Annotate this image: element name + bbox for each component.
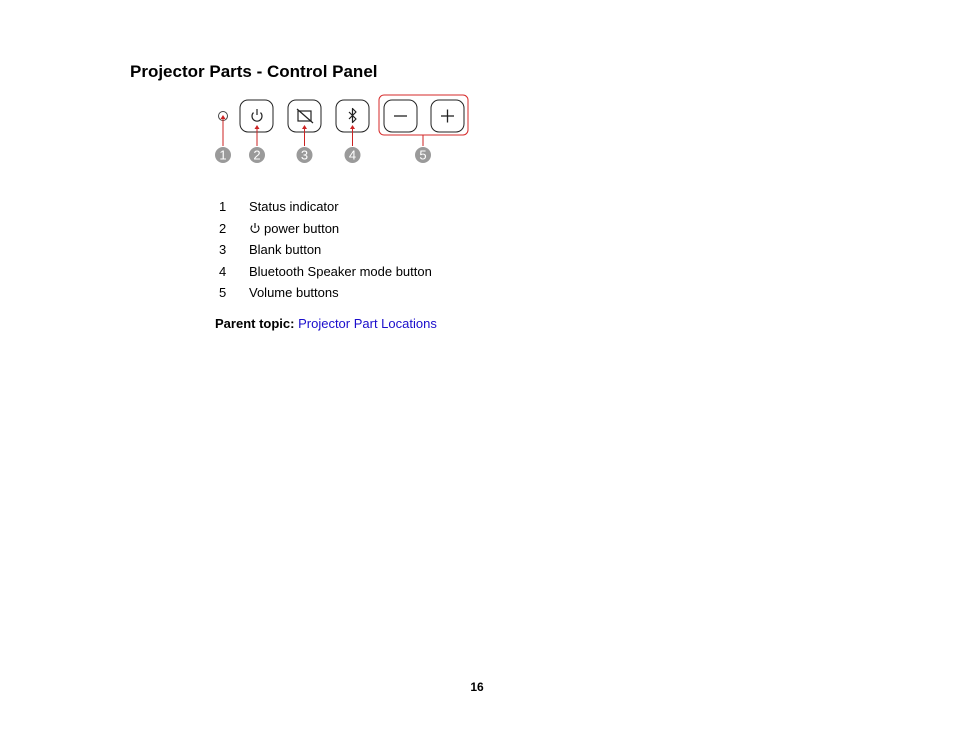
page-title: Projector Parts - Control Panel [130, 62, 378, 81]
parent-topic-label: Parent topic: [215, 316, 295, 331]
volume-up-button-graphic [431, 100, 464, 132]
svg-text:3: 3 [300, 147, 309, 163]
control-panel-diagram [0, 0, 954, 180]
svg-text:4: 4 [348, 147, 357, 163]
legend-number: 4 [219, 263, 227, 279]
legend-item [219, 196, 432, 218]
parent-topic-link[interactable]: Projector Part Locations [298, 316, 437, 331]
svg-text:2: 2 [253, 147, 261, 163]
legend-item [219, 261, 432, 283]
callout-badge [297, 147, 313, 163]
legend-item [219, 282, 432, 304]
power-icon [249, 222, 261, 234]
legend-text: Bluetooth Speaker mode button [249, 263, 432, 279]
volume-down-button-graphic [384, 100, 417, 132]
legend-text: power button [264, 220, 340, 236]
parts-legend [219, 196, 432, 304]
legend-number: 3 [219, 242, 227, 257]
callout-badge [215, 147, 231, 163]
parent-topic [215, 315, 437, 333]
legend-text: Volume buttons [249, 285, 339, 300]
page-number: 16 [470, 680, 484, 694]
svg-text:1: 1 [219, 147, 227, 163]
legend-item [219, 218, 432, 240]
callout-badge [249, 147, 265, 163]
svg-text:5: 5 [419, 147, 427, 163]
callout-badge [345, 147, 361, 163]
legend-text: Status indicator [249, 199, 339, 214]
legend-number: 2 [219, 220, 227, 236]
callout-badge [415, 147, 431, 163]
legend-item [219, 239, 432, 261]
legend-number: 1 [219, 199, 227, 214]
legend-number: 5 [219, 285, 227, 300]
legend-text: Blank button [249, 242, 322, 257]
